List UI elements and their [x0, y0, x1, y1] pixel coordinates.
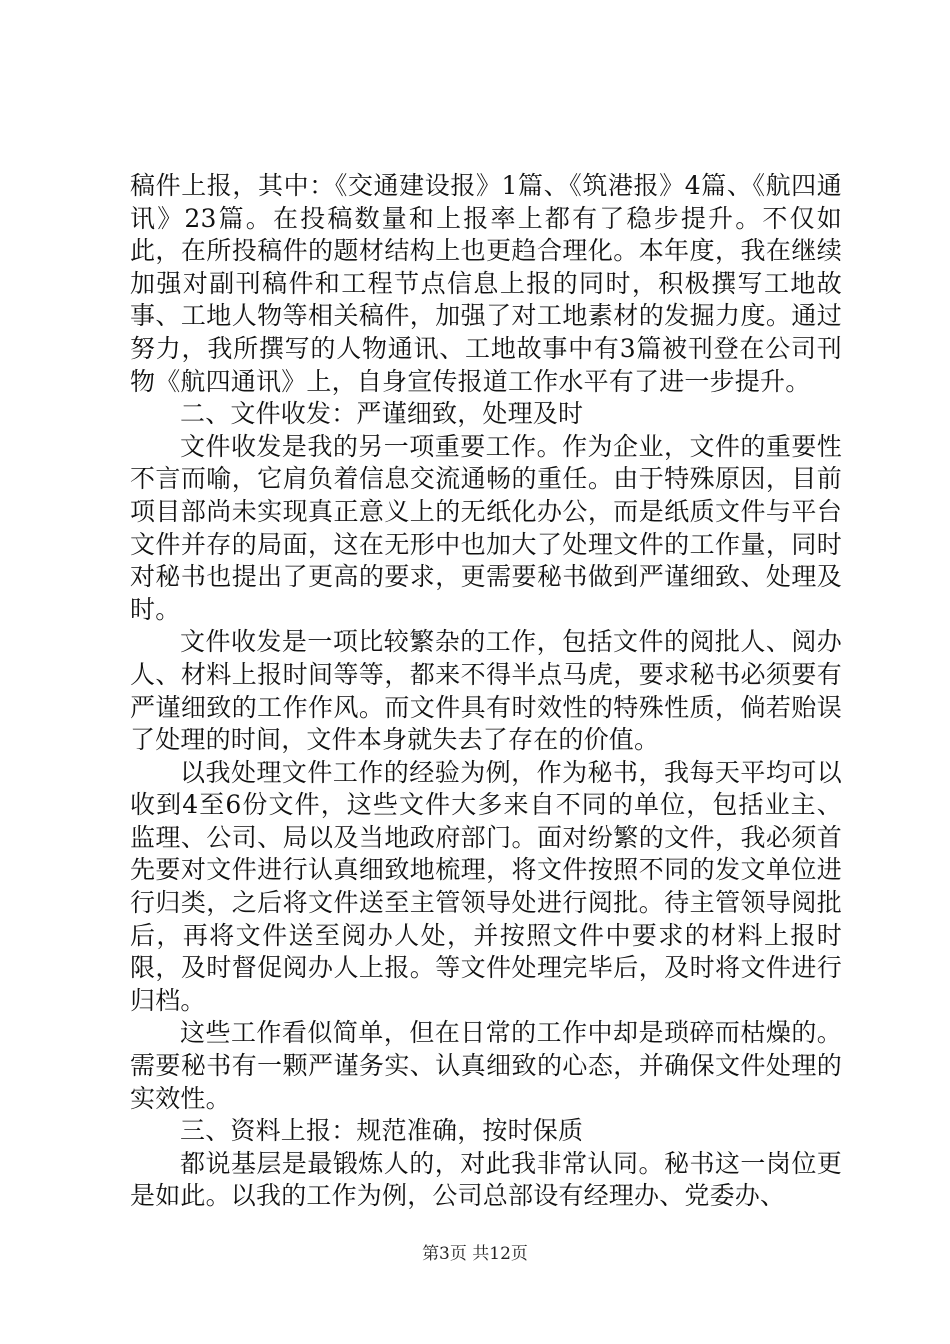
paragraph-document-handling-summary: 这些工作看似简单，但在日常的工作中却是琐碎而枯燥的。需要秘书有一颗严谨务实、认真细致的心态，并确保文件处理的实效性。 — [130, 1018, 842, 1113]
paragraph-document-handling-example: 以我处理文件工作的经验为例，作为秘书，我每天平均可以收到4至6份文件，这些文件大多来自不同的单位，包括业主、监理、公司、局以及当地政府部门。面对纷繁的文件，我必须首先要对文件进行认真细致地梳理，将文件按照不同的发文单位进行归类，之后将文件送至主管领导处进行阅批。待主管领导阅批后，再将文件送至阅办人处，并按照文件中要求的材料上报时限，及时督促阅办人上报。等文件处理完毕后，及时将文件进行归档。 — [130, 757, 842, 1015]
paragraph-data-reporting-intro: 都说基层是最锻炼人的，对此我非常认同。秘书这一岗位更是如此。以我的工作为例，公司总部设有经理办、党委办、 — [130, 1148, 842, 1211]
paragraph-document-handling-intro: 文件收发是我的另一项重要工作。作为企业，文件的重要性不言而喻，它肩负着信息交流通畅的重任。由于特殊原因，目前项目部尚未实现真正意义上的无纸化办公，而是纸质文件与平台文件并存的局面，这在无形中也加大了处理文件的工作量，同时对秘书也提出了更高的要求，更需要秘书做到严谨细致、处理及时。 — [130, 431, 842, 624]
paragraph-document-handling-complexity: 文件收发是一项比较繁杂的工作，包括文件的阅批人、阅办人、材料上报时间等等，都来不得半点马虎，要求秘书必须要有严谨细致的工作作风。而文件具有时效性的特殊性质，倘若贻误了处理的时间，文件本身就失去了存在的价值。 — [130, 627, 842, 755]
page-number-footer: 第3页 共12页 — [422, 1244, 528, 1264]
section-heading-data-reporting: 三、资料上报：规范准确，按时保质 — [180, 1116, 584, 1146]
document-body — [130, 170, 842, 1213]
paragraph-contribution-summary: 稿件上报，其中：《交通建设报》1篇、《筑港报》4篇、《航四通讯》23篇。在投稿数量和上报率上都有了稳步提升。不仅如此，在所投稿件的题材结构上也更趋合理化。本年度，我在继续加强对副刊稿件和工程节点信息上报的同时，积极撰写工地故事、工地人物等相关稿件，加强了对工地素材的发掘力度。通过努力，我所撰写的人物通讯、工地故事中有3篇被刊登在公司刊物《航四通讯》上，自身宣传报道工作水平有了进一步提升。 — [130, 171, 842, 396]
section-heading-document-handling: 二、文件收发：严谨细致，处理及时 — [180, 399, 584, 429]
